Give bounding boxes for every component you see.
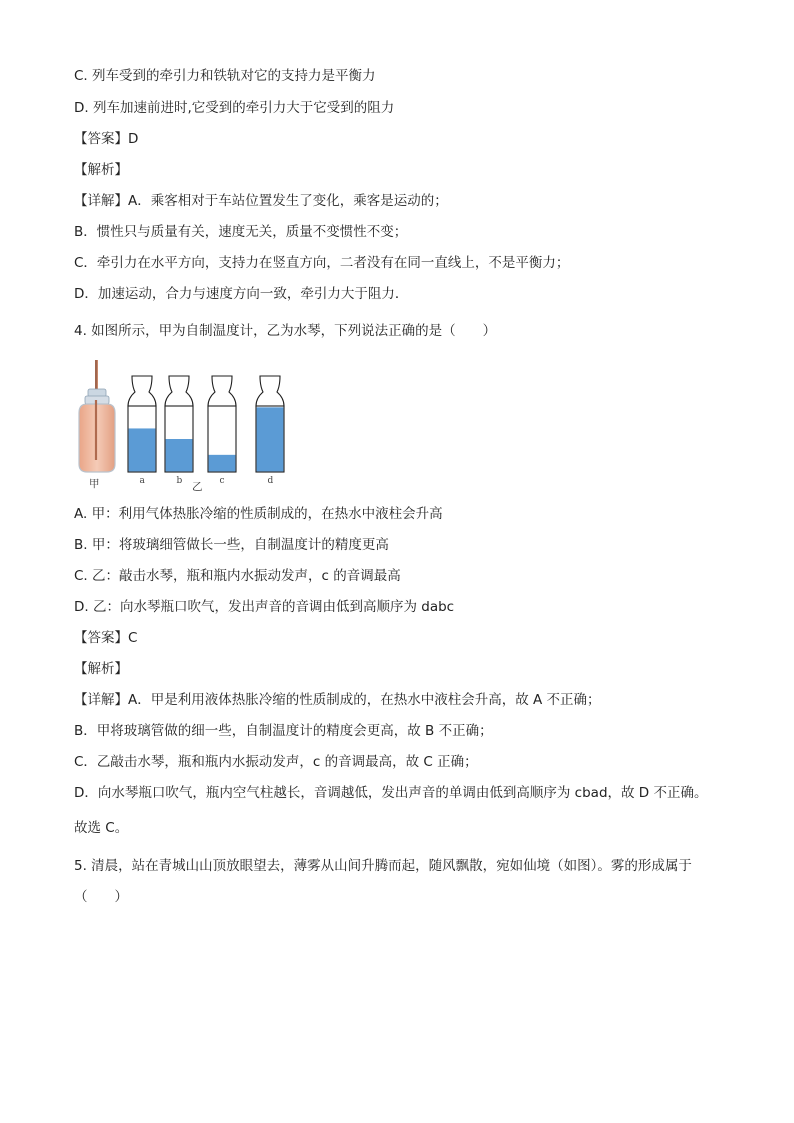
bottle-label-b: b [176,476,183,486]
question-4: 4. 如图所示，甲为自制温度计，乙为水琴，下列说法正确的是（ ） [74,323,497,339]
question-5-blank: （ ） [74,889,128,905]
bottle-label-a: a [139,476,145,486]
detail-4d: D．向水琴瓶口吹气，瓶内空气柱越长，音调越低，发出声音的单调由低到高顺序为 cbad，故 D 不正确。 [74,785,708,801]
bottle-label-c: c [219,476,225,486]
bottle-neck-d [256,376,284,406]
detail-3a: 【详解】A．乘客相对于车站位置发生了变化，乘客是运动的； [74,193,448,209]
analysis-heading-4: 【解析】 [74,661,128,677]
thermometer-flask [79,360,115,472]
option-4a: A. 甲：利用气体热胀冷缩的性质制成的，在热水中液柱会升高 [74,506,443,522]
thermometer-label: 甲 [89,478,100,490]
detail-3c: C．牵引力在水平方向，支持力在竖直方向，二者没有在同一直线上，不是平衡力； [74,255,570,271]
option-4d: D. 乙：向水琴瓶口吹气，发出声音的音调由低到高顺序为 dabc [74,599,455,615]
detail-4a: 【详解】A．甲是利用液体热胀冷缩的性质制成的，在热水中液柱会升高，故 A 不正确； [74,692,601,708]
bottle-water-b [166,439,193,471]
option-3d: D. 列车加速前进时,它受到的牵引力大于它受到的阻力 [74,100,395,116]
question-5: 5. 清晨，站在青城山山顶放眼望去，薄雾从山间升腾而起，随风飘散，宛如仙境（如图）。雾的形成属于 [74,858,692,874]
detail-4c: C．乙敲击水琴，瓶和瓶内水振动发声，c 的音调最高，故 C 正确； [74,754,478,770]
bottle-neck-a [128,376,156,406]
conclusion-4: 故选 C。 [74,820,129,836]
option-4c: C. 乙：敲击水琴，瓶和瓶内水振动发声，c 的音调最高 [74,568,401,584]
water-harp-label: 乙 [192,481,203,493]
bottle-water-a [129,428,156,471]
detail-4b: B．甲将玻璃管做的细一些，自制温度计的精度会更高，故 B 不正确； [74,723,493,739]
bottle-neck-b [165,376,193,406]
bottle-water-c [209,455,236,472]
option-4b: B. 甲：将玻璃细管做长一些，自制温度计的精度更高 [74,537,389,553]
bottle-label-d: d [267,476,274,486]
answer-4: 【答案】C [74,630,138,646]
option-3c: C. 列车受到的牵引力和铁轨对它的支持力是平衡力 [74,68,376,84]
bottle-neck-c [208,376,236,406]
thermometer-and-water-harp-figure [70,356,310,496]
detail-3b: B．惯性只与质量有关，速度无关，质量不变惯性不变； [74,224,408,240]
detail-3d: D．加速运动，合力与速度方向一致，牵引力大于阻力． [74,286,409,302]
bottle-water-d [257,407,284,471]
answer-3: 【答案】D [74,131,139,147]
analysis-heading-3: 【解析】 [74,162,128,178]
